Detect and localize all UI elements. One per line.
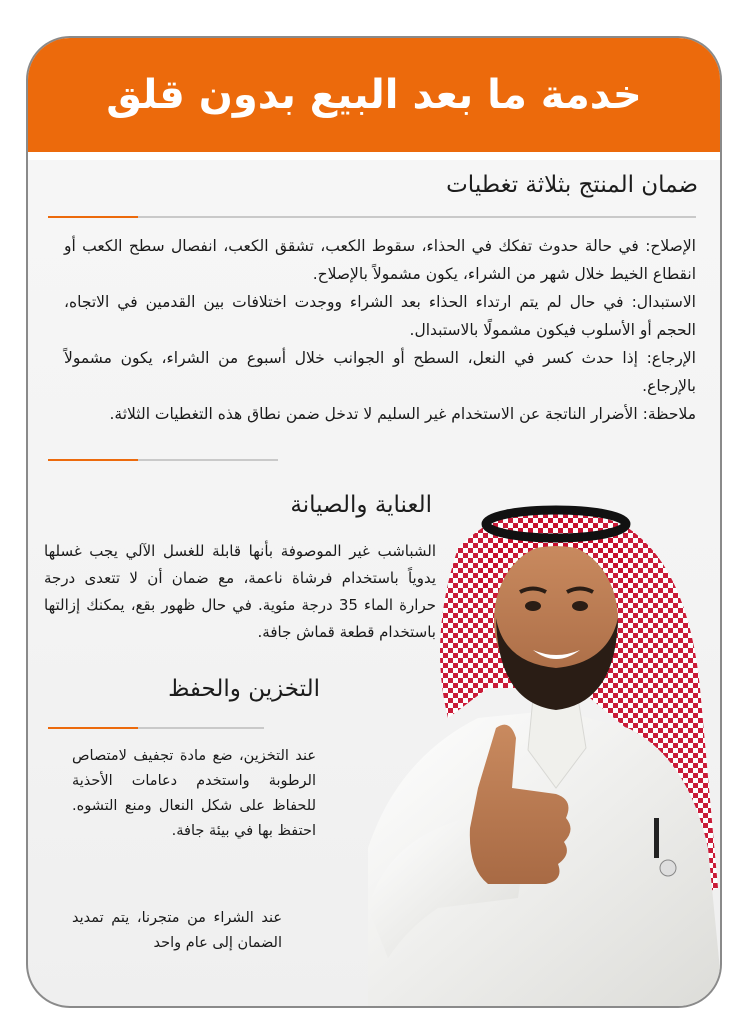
header-divider [28,152,720,160]
storage-body: عند التخزين، ضع مادة تجفيف لامتصاص الرطوبة واستخدم دعامات الأحذية للحفاظ على شكل النعال ومنع التشوه. احتفظ بها في بيئة جافة. [72,748,316,839]
header-banner [28,38,720,152]
info-card [26,36,722,1008]
storage-title: التخزين والحفظ [168,676,320,702]
warranty-rule [48,216,696,218]
warranty-return: الإرجاع: إذا حدث كسر في النعل، السطح أو الجوانب خلال أسبوع من الشراء، يكون مشمولاً بالإرجاع. [64,349,696,395]
warranty-end-rule [48,459,278,461]
warranty-body [64,232,696,428]
warranty-title: ضمان المنتج بثلاثة تغطيات [446,172,698,198]
page-title: خدمة ما بعد البيع بدون قلق [106,72,642,118]
care-body: الشباشب غير الموصوفة بأنها قابلة للغسل الآلي يجب غسلها يدوياً باستخدام فرشاة ناعمة، مع ضمان أن لا تتعدى درجة حرارة الماء 35 درجة مئوية. في حال ظهور بقع، يمكنك إزالتها باستخدام قطعة قماش جافة. [44,542,437,641]
care-title: العناية والصيانة [290,492,432,518]
warranty-rule-accent [48,216,138,218]
warranty-end-rule-accent [48,459,138,461]
extended-warranty-note: عند الشراء من متجرنا، يتم تمديد الضمان إلى عام واحد [72,910,282,951]
storage-rule [48,727,264,729]
warranty-exchange: الاستبدال: في حال لم يتم ارتداء الحذاء بعد الشراء ووجدت اختلافات بين القدمين في الاتجاه، الحجم أو الأسلوب فيكون مشمولًا بالاستبدال. [64,293,696,339]
warranty-note: ملاحظة: الأضرار الناتجة عن الاستخدام غير السليم لا تدخل ضمن نطاق هذه التغطيات الثلاثة. [109,405,696,423]
storage-rule-accent [48,727,138,729]
warranty-repair: الإصلاح: في حالة حدوث تفكك في الحذاء، سقوط الكعب، تشقق الكعب، انفصال سطح الكعب أو انقطاع الخيط خلال شهر من الشراء، يكون مشمولاً بالإصلاح. [64,237,696,283]
man-thumbs-up-illustration [328,488,722,1008]
